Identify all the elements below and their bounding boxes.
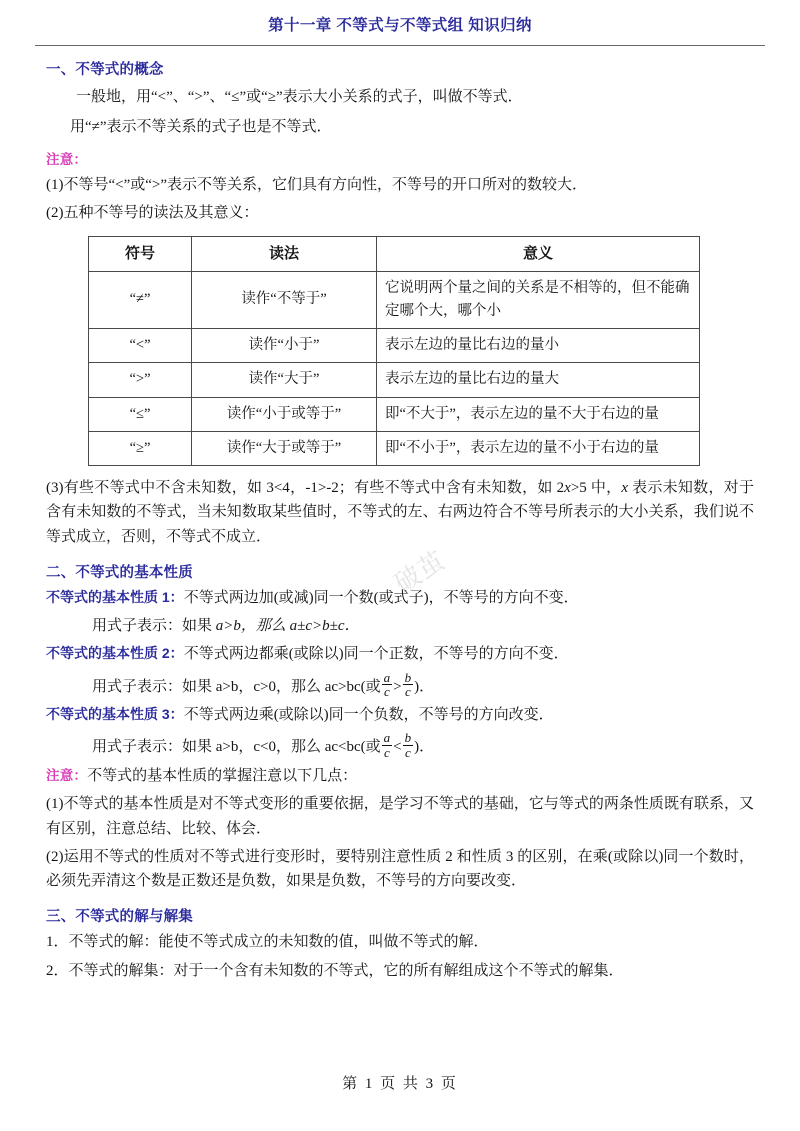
property-2-line [46,642,754,666]
cell-symbol: “≤” [89,397,192,431]
page-footer: 第 1 页 共 3 页 [342,1076,458,1092]
note3-part1: (3)有些不等式中不含未知数，如 3<4，-1>-2；有些不等式中含有未知数，如 2 [46,479,565,496]
property-2-text: 不等式两边都乘(或除以)同一个正数，不等号的方向不变． [183,646,569,663]
note3-variable-1: x [564,479,571,496]
table-header-meaning: 意义 [377,236,700,271]
cell-reading: 读作“大于或等于” [192,431,377,465]
table-row [89,431,700,465]
cell-symbol: “≥” [89,431,192,465]
page-title: 第十一章 不等式与不等式组 知识归纳 [268,17,532,34]
section1-note-label-wrap [46,148,800,169]
fraction-denominator: c [403,745,414,760]
symbol-table [88,236,700,466]
cell-symbol: “>” [89,363,192,397]
title-divider [35,45,765,46]
cell-meaning: 表示左边的量比右边的量小 [377,329,700,363]
note3-part3: 表示未知数，对于含有未知数的不等式，当未知数取某些值时，不等式的左、右两边符合不等号所表示的大小关系，我们说不等式成立，否则，不等式不成立． [46,479,754,545]
table-row [89,363,700,397]
section1-note-1: (1)不等号“<”或“>”表示不等关系，它们具有方向性，不等号的开口所对的数较大． [46,177,588,194]
cell-symbol: “<” [89,329,192,363]
cell-reading: 读作“不等于” [192,271,377,328]
property-1-formula-body: a>b，那么 a±c>b±c． [215,618,360,635]
property-1-text: 不等式两边加(或减)同一个数(或式子)，不等号的方向不变． [183,589,579,606]
cell-meaning: 即“不大于”，表示左边的量不大于右边的量 [377,397,700,431]
property-3-frac-operator: < [393,739,402,756]
property-3-formula-tail: )． [414,739,435,756]
section2-note-lead: 不等式的基本性质的掌握注意以下几点： [87,767,358,784]
fraction-denominator: c [382,745,393,760]
cell-reading: 读作“大于” [192,363,377,397]
table-row [89,271,700,328]
section2-note-1: (1)不等式的基本性质是对不等式变形的重要依据，是学习不等式的基础，它与等式的两条性质既有联系，又有区别，注意总结、比较、体会． [46,796,754,837]
note-label: 注意： [46,767,88,783]
fraction-b-over-c-prop2 [403,671,414,699]
section-heading-2: 二、不等式的基本性质 [46,564,193,581]
property-1-line [46,586,754,610]
section1-paragraph-1: 一般地，用“<”、“>”、“≤”或“≥”表示大小关系的式子，叫做不等式． [76,88,523,105]
property-2-formula [92,671,754,699]
fraction-numerator: a [383,730,391,746]
property-1-label: 不等式的基本性质 1： [46,588,184,605]
property-2-formula-text: 用式子表示：如果 a>b，c>0，那么 ac>bc(或 [92,678,381,695]
watermark: 破茧 [389,545,451,599]
property-3-text: 不等式两边乘(或除以)同一个负数，不等号的方向改变． [183,707,554,724]
section1-paragraph-2: 用“≠”表示不等关系的式子也是不等式． [70,118,332,135]
table-header-symbol: 符号 [89,236,192,271]
property-3-formula [92,731,754,759]
property-1-formula [92,614,754,638]
property-2-frac-operator: > [393,678,402,695]
fraction-numerator: b [404,730,412,746]
table-row [89,329,700,363]
property-3-formula-text: 用式子表示：如果 a>b，c<0，那么 ac<bc(或 [92,739,381,756]
fraction-a-over-c-prop3 [382,731,393,759]
fraction-b-over-c-prop3 [403,731,414,759]
section3-item-2: 2．不等式的解集：对于一个含有未知数的不等式，它的所有解组成这个不等式的解集． [46,962,624,979]
section3-item-1: 1．不等式的解：能使不等式成立的未知数的值，叫做不等式的解． [46,934,489,951]
property-2-formula-tail: )． [414,678,435,695]
cell-reading: 读作“小于或等于” [192,397,377,431]
note3-variable-2: x [621,479,629,496]
fraction-numerator: b [404,669,412,685]
cell-symbol: “≠” [89,271,192,328]
symbol-table-wrapper [88,236,800,466]
table-header-row [89,236,700,271]
section-heading-3: 三、不等式的解与解集 [46,909,193,926]
section1-note-2: (2)五种不等号的读法及其意义： [46,205,259,222]
section2-note-2: (2)运用不等式的性质对不等式进行变形时，要特别注意性质 2 和性质 3 的区别，在乘(或除以)同一个数时，必须先弄清这个数是正数还是负数，如果是负数，不等号的方向要改变． [46,848,754,890]
cell-meaning: 表示左边的量比右边的量大 [377,363,700,397]
fraction-denominator: c [382,684,393,699]
property-3-label: 不等式的基本性质 3： [46,706,184,723]
note3-part2: >5 中， [570,479,622,496]
table-row [89,397,700,431]
cell-reading: 读作“小于” [192,329,377,363]
note-label: 注意： [46,152,88,168]
cell-meaning: 它说明两个量之间的关系是不相等的，但不能确定哪个大，哪个小 [377,271,700,328]
table-header-reading: 读法 [192,236,377,271]
section-heading-1: 一、不等式的概念 [46,61,164,78]
fraction-a-over-c-prop2 [382,671,393,699]
cell-meaning: 即“不小于”，表示左边的量不小于右边的量 [377,431,700,465]
property-1-formula-prefix: 用式子表示：如果 [92,618,216,635]
property-2-label: 不等式的基本性质 2： [46,645,184,662]
section1-note-3 [46,476,754,549]
fraction-denominator: c [403,684,414,699]
property-3-line [46,703,754,727]
fraction-numerator: a [383,669,391,685]
section2-note-line [46,764,754,788]
